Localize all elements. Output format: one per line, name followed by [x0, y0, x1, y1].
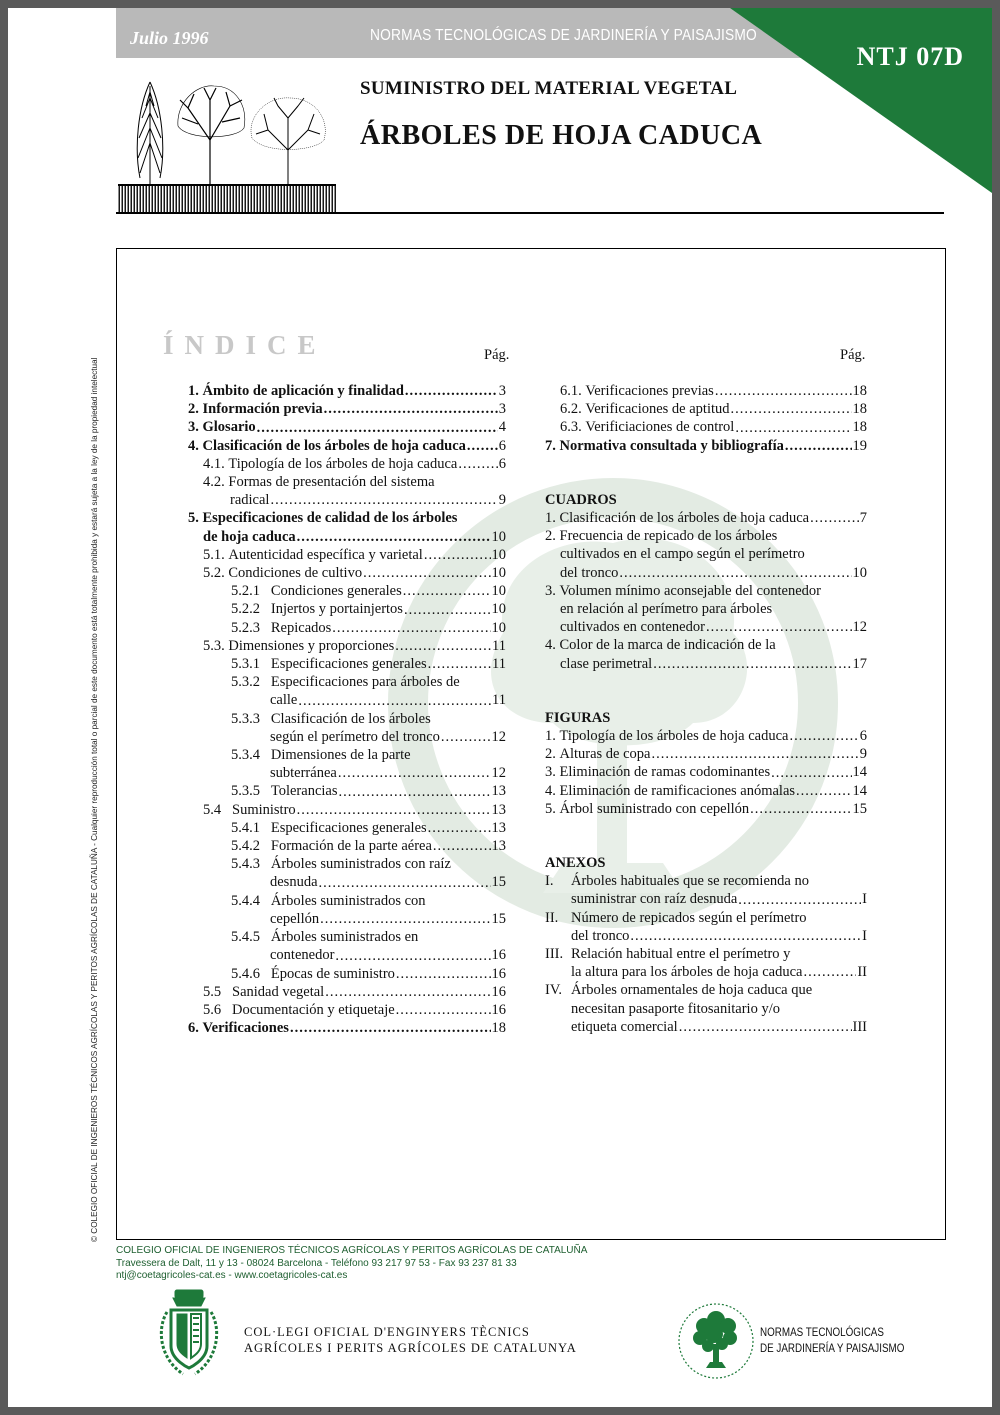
toc-entry[interactable]: 7. Normativa consultada y bibliografía ..... 19	[545, 437, 867, 455]
college-name-line2: AGRÍCOLES I PERITS AGRÍCOLES DE CATALUNYA	[244, 1341, 577, 1355]
toc-entry[interactable]: 1. Clasificación de los árboles de hoja caduca ..... 7	[545, 509, 867, 527]
toc-entry[interactable]: 5.2.2 Injertos y portainjertos ..... 10	[188, 600, 506, 618]
ntj-logo-text-line1: NORMAS TECNOLÓGICAS	[760, 1325, 884, 1339]
toc-right-column: 6.1. Verificaciones previas ..... 18 6.2. Verificaciones de aptitud ..... 18 6.3. Verificiaciones de control ..... 18 7. Normativa consultada y bibliografía ..... 19 CUADROS 1. Clasificación de los árboles de hoja caduca ..... 7 2. Frecuencia de repicado de los árboles cultivados en el campo según el perímetro del tronco ..... 10 3. Volumen mínimo aconsejable del contenedor en relación al perímetro para árboles cultivados en contenedor ..... 12 4. Color de la marca de indicación de la clase perimetral ..... 17 FIGURAS 1. Tipología de los árboles de hoja caduca ..... 6 2. Alturas de copa ..... 9 3. Eliminación de ramas codominantes ..... 14 4. Eliminación de ramificaciones anómalas ..... 14 5. Árbol suministrado con cepellón ..... 15 ANEXOS I. Árboles habituales que se recomienda no suministrar con raíz desnuda ..... I II. Número de repicados según el perímetro del tronco ..... I III. Relación habitual entre el perímetro y la altura para los árboles de hoja caduca ..... II IV. Árboles ornamentales de hoja caduca que necesitan pasaporte fitosanitario y/o etiqueta comercial ..... III	[545, 382, 867, 1036]
anexos-heading: ANEXOS	[545, 855, 606, 872]
toc-entry[interactable]: 5.4.4 Árboles suministrados con	[231, 892, 426, 909]
toc-entry[interactable]: 2. Alturas de copa ..... 9	[545, 745, 867, 763]
toc-entry[interactable]: 4. Eliminación de ramificaciones anómalas ..... 14	[545, 782, 867, 800]
toc-entry[interactable]: 5.3. Dimensiones y proporciones ..... 11	[188, 637, 506, 655]
document-code: NTJ 07D	[856, 42, 964, 71]
trees-illustration-icon	[118, 78, 343, 212]
corner-triangle	[730, 8, 992, 193]
toc-left-column: 1. Ámbito de aplicación y finalidad ..... 3 2. Información previa ..... 3 3. Glosario ..... 4 4. Clasificación de los árboles de hoja caduca ..... 6 4.1. Tipología de los árboles de hoja caduca ..... 6 4.2. Formas de presentación del sistema radical ..... 9 5. Especificaciones de calidad de los árboles de hoja caduca ..... 10 5.1. Autenticidad específica y varietal ..... 10 5.2. Condiciones de cultivo ..... 10 5.2.1 Condiciones generales ..... 10 5.2.2 Injertos y portainjertos ..... 10 5.2.3 Repicados ..... 10 5.3. Dimensiones y proporciones ..... 11 5.3.1 Especificaciones generales ..... 11 5.3.2 Especificaciones para árboles de calle ..... 11 5.3.3 Clasificación de los árboles según el perímetro del tronco ..... 12 5.3.4 Dimensiones de la parte subterránea ..... 12 5.3.5 Tolerancias ..... 13 5.4 Suministro ..... 13 5.4.1 Especificaciones generales ..... 13 5.4.2 Formación de la parte aérea ..... 13 5.4.3 Árboles suministrados con raíz desnuda ..... 15 5.4.4 Árboles suministrados con cepellón ..... 15 5.4.5 Árboles suministrados en contenedor ..... 16 5.4.6 Épocas de suministro ..... 16 5.5 Sanidad vegetal ..... 16 5.6 Documentación y etiquetaje ..... 16 6. Verificaciones ..... 18	[188, 382, 506, 1037]
toc-entry[interactable]: 3. Eliminación de ramas codominantes ..... 14	[545, 763, 867, 781]
header-date: Julio 1996	[130, 28, 209, 48]
cuadros-heading: CUADROS	[545, 491, 617, 508]
ntj-logo-icon	[676, 1298, 756, 1384]
document-page	[8, 8, 992, 1407]
college-name-line1: COL·LEGI OFICIAL D'ENGINYERS TÈCNICS	[244, 1325, 530, 1339]
toc-entry[interactable]: 5.3.2 Especificaciones para árboles de	[231, 674, 460, 691]
toc-entry[interactable]: 5.4.5 Árboles suministrados en	[231, 929, 419, 946]
college-name	[244, 1324, 577, 1356]
document-title: ÁRBOLES DE HOJA CADUCA	[360, 120, 763, 151]
ntj-logo-text	[760, 1324, 904, 1356]
toc-entry[interactable]: 5.4 Suministro ..... 13	[188, 801, 506, 819]
toc-entry[interactable]: 5.2.1 Condiciones generales ..... 10	[188, 582, 506, 600]
toc-entry[interactable]: 5.1. Autenticidad específica y varietal ..... 10	[188, 546, 506, 564]
figuras-heading: FIGURAS	[545, 709, 611, 726]
toc-entry[interactable]: 2. Frecuencia de repicado de los árboles	[545, 528, 778, 545]
toc-entry[interactable]: 6.2. Verificaciones de aptitud ..... 18	[545, 400, 867, 418]
footer-contact	[116, 1245, 587, 1283]
toc-entry[interactable]: 5.4.1 Especificaciones generales ..... 13	[188, 819, 506, 837]
toc-entry[interactable]: 5.4.2 Formación de la parte aérea ..... 13	[188, 837, 506, 855]
ntj-logo-text-line2: DE JARDINERÍA Y PAISAJISMO	[760, 1341, 905, 1355]
toc-entry[interactable]: 4. Clasificación de los árboles de hoja caduca ..... 6	[188, 437, 506, 455]
page-label-right: Pág.	[840, 347, 866, 363]
copyright-notice: © COLEGIO OFICIAL DE INGENIEROS TÉCNICOS AGRÍCOLAS Y PERITOS AGRÍCOLAS DE CATALUÑA - Cualquier reproducción total o parcial de este documento está totalmente prohibida y estará sujeta a la ley de la propiedad intelectual	[90, 357, 99, 1242]
toc-entry[interactable]: IV. Árboles ornamentales de hoja caduca que	[545, 982, 813, 999]
toc-entry[interactable]: 5.2.3 Repicados ..... 10	[188, 619, 506, 637]
toc-entry[interactable]: 5. Especificaciones de calidad de los árboles	[188, 510, 458, 527]
toc-entry[interactable]: I. Árboles habituales que se recomienda no	[545, 873, 809, 890]
toc-entry[interactable]: 2. Información previa ..... 3	[188, 400, 506, 418]
index-heading: ÍNDICE	[163, 330, 327, 360]
toc-entry[interactable]: 5.3.5 Tolerancias ..... 13	[188, 782, 506, 800]
toc-entry[interactable]: 5.4.6 Épocas de suministro ..... 16	[188, 965, 506, 983]
toc-entry[interactable]: 5.4.3 Árboles suministrados con raíz	[231, 856, 451, 873]
college-crest-icon	[153, 1288, 225, 1380]
toc-entry[interactable]: 5.3.1 Especificaciones generales ..... 11	[188, 655, 506, 673]
toc-entry[interactable]: II. Número de repicados según el perímetro	[545, 909, 807, 926]
page-label-left: Pág.	[484, 347, 510, 363]
toc-entry[interactable]: 3. Glosario ..... 4	[188, 418, 506, 436]
toc-entry[interactable]: 1. Ámbito de aplicación y finalidad ..... 3	[188, 382, 506, 400]
toc-entry[interactable]: III. Relación habitual entre el perímetro y	[545, 946, 791, 963]
header-rule	[116, 212, 944, 214]
footer-email-web[interactable]: ntj@coetagricoles-cat.es - www.coetagricoles-cat.es	[116, 1270, 348, 1282]
toc-entry[interactable]: 5.2. Condiciones de cultivo ..... 10	[188, 564, 506, 582]
toc-entry[interactable]: 5.3.4 Dimensiones de la parte	[231, 747, 411, 764]
toc-entry[interactable]: 5.3.3 Clasificación de los árboles	[231, 710, 431, 727]
toc-entry[interactable]: 6.3. Verificiaciones de control ..... 18	[545, 418, 867, 436]
toc-entry[interactable]: 4.1. Tipología de los árboles de hoja caduca ..... 6	[188, 455, 506, 473]
toc-entry[interactable]: 4. Color de la marca de indicación de la	[545, 637, 776, 654]
toc-entry[interactable]: 6. Verificaciones ..... 18	[188, 1019, 506, 1037]
footer-address: Travessera de Dalt, 11 y 13 - 08024 Barcelona - Teléfono 93 217 97 53 - Fax 93 237 81 33	[116, 1257, 517, 1269]
toc-entry[interactable]: 5. Árbol suministrado con cepellón ..... 15	[545, 800, 867, 818]
toc-entry[interactable]: 5.6 Documentación y etiquetaje ..... 16	[188, 1001, 506, 1019]
toc-entry[interactable]: 3. Volumen mínimo aconsejable del contenedor	[545, 582, 821, 599]
toc-entry[interactable]: 5.5 Sanidad vegetal ..... 16	[188, 983, 506, 1001]
footer-org: COLEGIO OFICIAL DE INGENIEROS TÉCNICOS AGRÍCOLAS Y PERITOS AGRÍCOLAS DE CATALUÑA	[116, 1245, 588, 1256]
header-series-title: NORMAS TECNOLÓGICAS DE JARDINERÍA Y PAISAJISMO	[370, 27, 757, 44]
toc-entry[interactable]: 4.2. Formas de presentación del sistema	[203, 474, 435, 491]
document-subtitle: SUMINISTRO DEL MATERIAL VEGETAL	[360, 78, 738, 99]
toc-entry[interactable]: 6.1. Verificaciones previas ..... 18	[545, 382, 867, 400]
toc-entry[interactable]: 1. Tipología de los árboles de hoja caduca ..... 6	[545, 727, 867, 745]
